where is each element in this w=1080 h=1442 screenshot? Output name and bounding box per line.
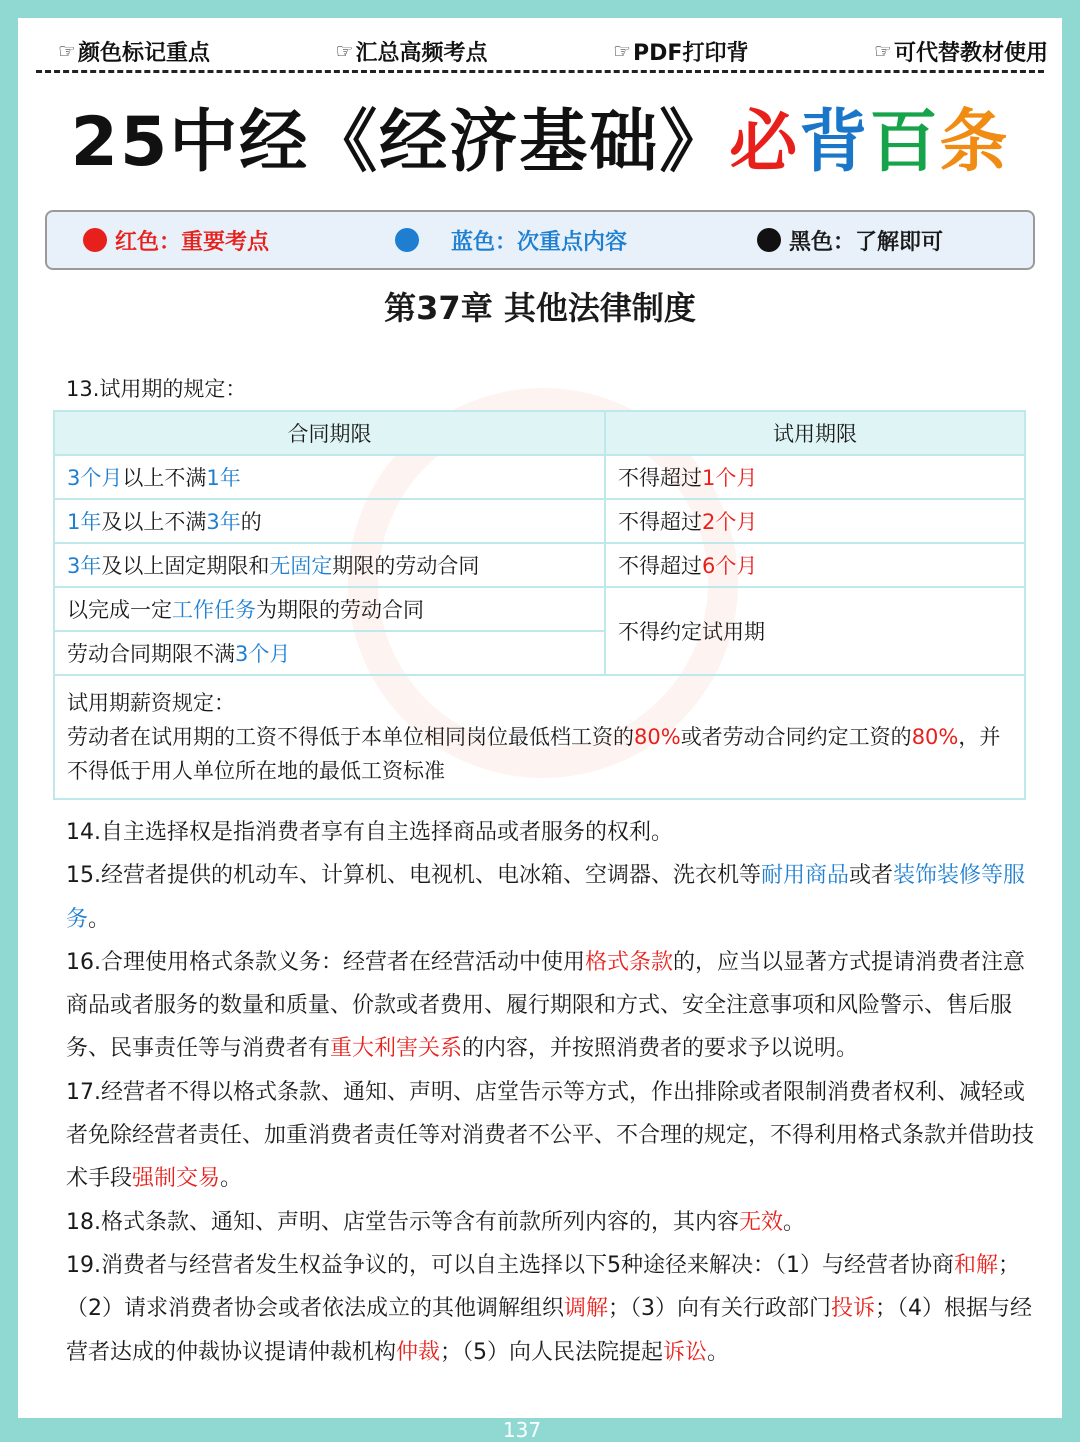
table-row (54, 455, 1025, 499)
table-row (54, 543, 1025, 587)
feature-bar (58, 26, 1048, 76)
feature-high-frequency (336, 36, 488, 67)
title-char-red: 必 (729, 103, 800, 182)
table-row (54, 499, 1025, 543)
contract-cell: 3年及以上固定期限和无固定期限的劳动合同 (54, 543, 605, 587)
legend-blue-label: 蓝色：次重点内容 (451, 229, 628, 255)
contract-cell: 以完成一定工作任务为期限的劳动合同 (54, 587, 605, 631)
title-char-blue: 背 (799, 103, 870, 182)
color-legend (45, 210, 1035, 270)
section-13-heading: 13.试用期的规定： (66, 377, 247, 401)
black-dot-icon (757, 228, 781, 252)
feature-pdf-print (613, 36, 748, 67)
item-16: 16.合理使用格式条款义务：经营者在经营活动中使用格式条款的，应当以显著方式提请消费者注意商品或者服务的数量和质量、价款或者费用、履行期限和方式、安全注意事项和风险警示、售后服务、民事责任等与消费者有重大利害关系的内容，并按照消费者的要求予以说明。 (66, 949, 1026, 1062)
body-items (66, 811, 1041, 1374)
item-17: 17.经营者不得以格式条款、通知、声明、店堂告示等方式，作出排除或者限制消费者权利、减轻或者免除经营者责任、加重消费者责任等对消费者不公平、不合理的规定，不得利用格式条款并借助技术手段强制交易。 (66, 1079, 1035, 1192)
pointing-hand-icon: ☞ (335, 39, 354, 63)
blue-dot-icon (395, 228, 419, 252)
salary-note-cell (54, 675, 1025, 799)
table-note-row (54, 675, 1025, 799)
contract-cell: 3个月以上不满1年 (54, 455, 605, 499)
legend-blue (395, 225, 627, 256)
legend-red-label: 红色：重要考点 (115, 229, 270, 255)
item-18: 18.格式条款、通知、声明、店堂告示等含有前款所列内容的，其内容无效。 (66, 1209, 806, 1235)
pointing-hand-icon: ☞ (613, 39, 632, 63)
legend-black-label: 黑色：了解即可 (789, 229, 944, 255)
feature-label: PDF打印背 (633, 40, 749, 66)
page-number: 137 (502, 1418, 542, 1442)
table-header-row (54, 411, 1025, 455)
item-15: 15.经营者提供的机动车、计算机、电视机、电冰箱、空调器、洗衣机等耐用商品或者装饰装修等服务。 (66, 863, 1026, 932)
chapter-title: 第37章 其他法律制度 (384, 289, 696, 327)
title-char-orange: 条 (939, 103, 1010, 182)
probation-cell: 不得超过6个月 (605, 543, 1025, 587)
pointing-hand-icon: ☞ (874, 39, 892, 63)
item-19: 19.消费者与经营者发生权益争议的，可以自主选择以下5种途径来解决：（1）与经营者协商和解；（2）请求消费者协会或者依法成立的其他调解组织调解；（3）向有关行政部门投诉；（4）根据与经营者达成的仲裁协议提请仲裁机构仲裁；（5）向人民法院提起诉讼。 (66, 1252, 1033, 1365)
salary-note-text: 劳动者在试用期的工资不得低于本单位相同岗位最低档工资的80%或者劳动合同约定工资的80%，并不得低于用人单位所在地的最低工资标准 (67, 725, 1001, 783)
page-sheet (18, 18, 1062, 1418)
feature-color-marking (58, 36, 210, 67)
probation-cell: 不得超过1个月 (605, 455, 1025, 499)
header-contract-term: 合同期限 (54, 411, 605, 455)
table-row (54, 587, 1025, 631)
pointing-hand-icon: ☞ (58, 39, 76, 63)
title-char-green: 百 (869, 103, 940, 182)
feature-textbook-replacement (874, 36, 1048, 67)
header-probation-term: 试用期限 (605, 411, 1025, 455)
red-dot-icon (83, 228, 107, 252)
item-14: 14.自主选择权是指消费者享有自主选择商品或者服务的权利。 (66, 820, 673, 845)
contract-cell: 劳动合同期限不满3个月 (54, 631, 605, 675)
feature-label: 可代替教材使用 (893, 40, 1048, 66)
feature-label: 汇总高频考点 (355, 40, 488, 66)
probation-table (53, 410, 1026, 800)
dashed-divider (36, 70, 1044, 73)
page-title (18, 88, 1062, 198)
salary-note-title: 试用期薪资规定： (67, 691, 235, 715)
contract-cell: 1年及以上不满3年的 (54, 499, 605, 543)
probation-cell-merged: 不得约定试用期 (605, 587, 1025, 675)
feature-label: 颜色标记重点 (77, 40, 210, 66)
legend-red (83, 225, 269, 256)
probation-cell: 不得超过2个月 (605, 499, 1025, 543)
legend-black (757, 225, 943, 256)
title-main: 25中经《经济基础》 (70, 103, 730, 182)
